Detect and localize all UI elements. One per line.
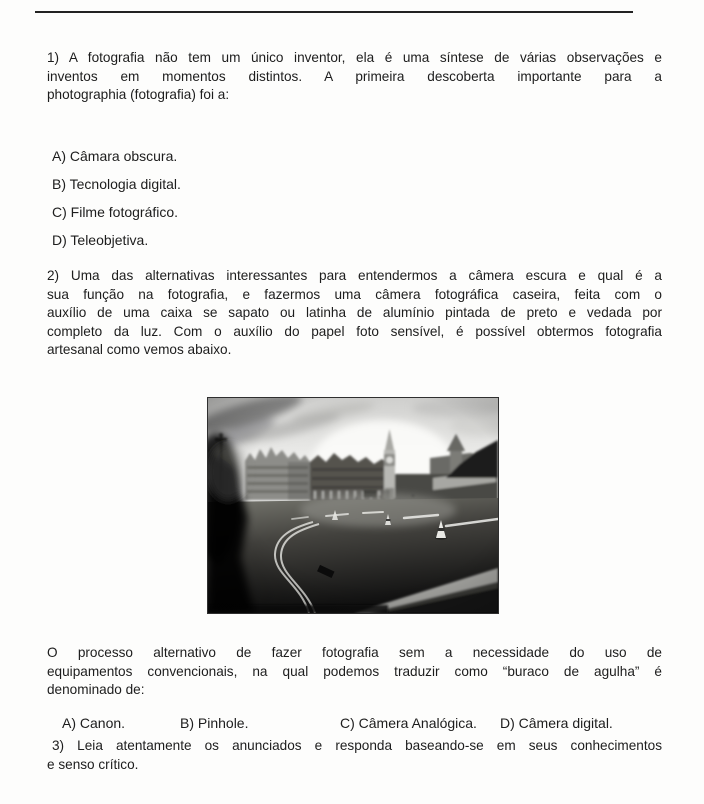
pinhole-photo (207, 397, 499, 614)
q1-line-3: photographia (fotografia) foi a: (47, 87, 230, 103)
q2-option-b: B) Pinhole. (180, 715, 249, 731)
q2-option-d: D) Câmera digital. (500, 715, 613, 731)
question-2-followup-text (47, 644, 662, 700)
q2-line-1: 2) Uma das alternativas interessantes para entendermos a câmera escura e qual é a (47, 268, 662, 283)
q2-line-3: auxílio de uma caixa se sapato ou latinha de alumínio pintada de preto e vedada por (47, 305, 662, 321)
q1-line-1: 1) A fotografia não tem um único inventor, ela é uma síntese de várias observações e (47, 50, 662, 65)
q1-line-2: inventos em momentos distintos. A primeira descoberta importante para a (47, 68, 662, 84)
question-3-text (47, 737, 662, 774)
q1-option-b: B) Tecnologia digital. (52, 176, 181, 192)
q3-line-2: e senso crítico. (47, 756, 139, 772)
photo-vignette-overlay (208, 398, 498, 613)
q3-line-1: 3) Leia atentamente os anunciados e responda baseando-se em seus conhecimentos (52, 738, 662, 753)
q1-option-c: C) Filme fotográfico. (52, 204, 179, 220)
followup-line-3: denominado de: (47, 682, 145, 698)
pinhole-photo-graphic (208, 398, 498, 613)
question-1-options (52, 149, 181, 261)
followup-line-2: equipamentos convencionais, na qual podemos traduzir como “buraco de agulha” é (47, 663, 662, 679)
q1-option-a: A) Câmara obscura. (52, 148, 178, 164)
q2-line-2: sua função na fotografia, e fazermos uma câmera fotográfica caseira, feita com o (47, 286, 662, 302)
question-2-options-row (47, 716, 662, 732)
question-1-text (47, 49, 662, 105)
q1-option-d: D) Teleobjetiva. (52, 232, 149, 248)
question-2-text (47, 267, 662, 360)
q2-line-5: artesanal como vemos abaixo. (47, 342, 232, 358)
q2-option-c: C) Câmera Analógica. (340, 715, 477, 731)
top-divider (35, 11, 633, 13)
q2-line-4: completo da luz. Com o auxílio do papel foto sensível, é possível obtermos fotografia (47, 323, 662, 339)
q2-option-a: A) Canon. (62, 715, 126, 731)
followup-line-1: O processo alternativo de fazer fotografia sem a necessidade do uso de (47, 645, 662, 660)
